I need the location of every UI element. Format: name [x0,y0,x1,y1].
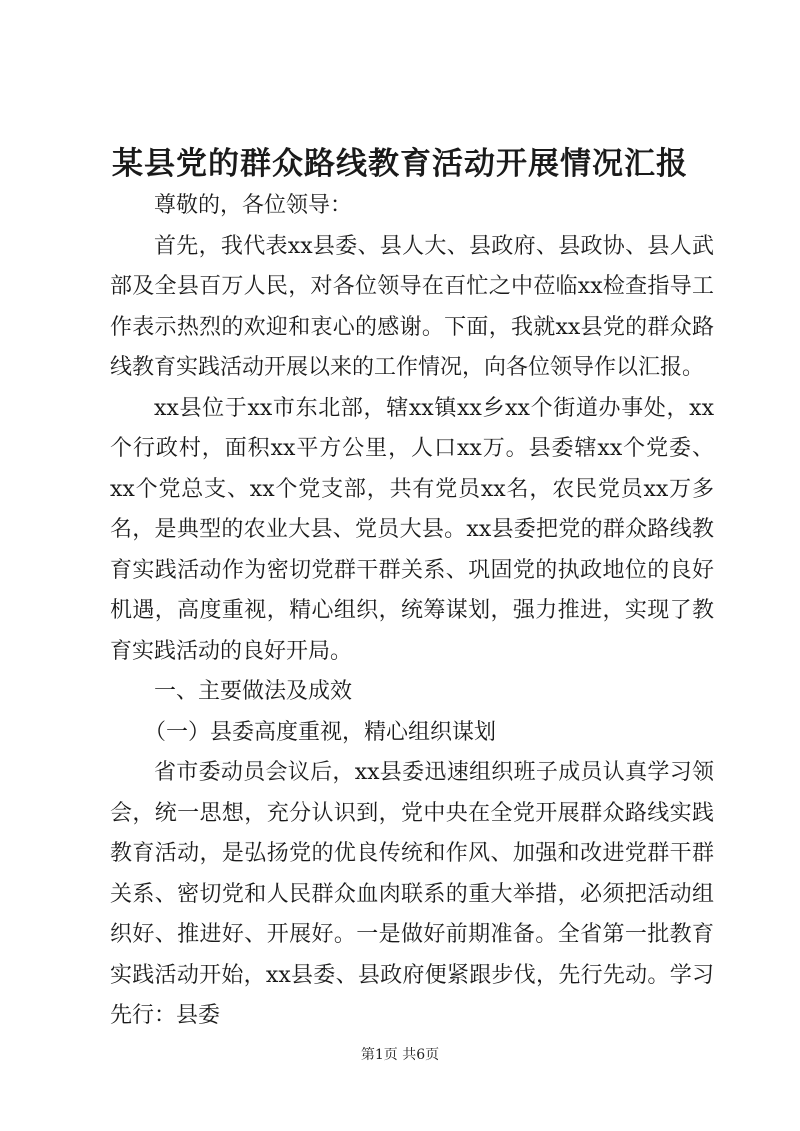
paragraph-intro: 首先，我代表xx县委、县人大、县政府、县政协、县人武部及全县百万人民，对各位领导在百忙之中莅临xx检查指导工作表示热烈的欢迎和衷心的感谢。下面，我就xx县党的群众路线教育实践活动开展以来的工作情况，向各位领导作以汇报。 [110,233,714,380]
section-heading: 一、主要做法及成效 [154,679,353,704]
page-footer: 第1页 共6页 [360,1047,440,1063]
subsection-heading: （一）县委高度重视，精心组织谋划 [144,719,497,745]
paragraph-content: 省市委动员会议后，xx县委迅速组织班子成员认真学习领会，统一思想，充分认识到，党中央在全党开展群众路线实践教育活动，是弘扬党的优良传统和作风、加强和改进党群干群关系、密切党和人民群众血肉联系的重大举措，必须把活动组织好、推进好、开展好。一是做好前期准备。全省第一批教育实践活动开始，xx县委、县政府便紧跟步伐，先行先动。学习先行：县委 [110,760,714,1028]
document-title: 某县党的群众路线教育活动开展情况汇报 [112,146,688,182]
paragraph-overview: xx县位于xx市东北部，辖xx镇xx乡xx个街道办事处，xx个行政村，面积xx平方公里，人口xx万。县委辖xx个党委、xx个党总支、xx个党支部，共有党员xx名，农民党员xx万多名，是典型的农业大县、党员大县。xx县委把党的群众路线教育实践活动作为密切党群干群关系、巩固党的执政地位的良好机遇，高度重视，精心组织，统筹谋划，强力推进，实现了教育实践活动的良好开局。 [110,395,714,664]
document-body [110,186,714,1037]
salutation: 尊敬的，各位领导： [154,193,353,218]
